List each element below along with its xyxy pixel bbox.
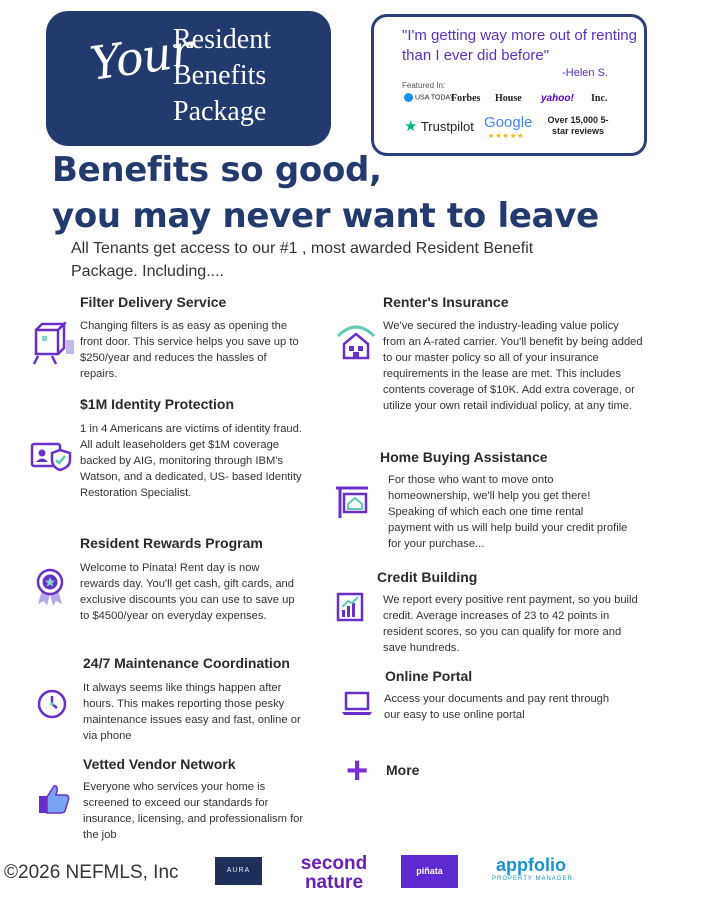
second-nature-logo: second nature [300, 853, 368, 893]
benefit-title-maintenance: 24/7 Maintenance Coordination [83, 655, 290, 671]
thumbs-up-icon [36, 782, 72, 816]
testimonial-quote: "I'm getting way more out of renting than I ever did before" [402, 27, 637, 64]
house-logo: House [495, 93, 522, 104]
reviews-count: Over 15,000 5-star reviews [547, 115, 609, 136]
forbes-logo: Forbes [451, 93, 481, 104]
benefit-text-vetted-vendor: Everyone who services your home is screened to exceed our standards for insurance, licensing, and professionalism for the job [83, 781, 304, 841]
benefit-text-credit-building: We report every positive rent payment, so you build credit. Average increases of 23 to 42 points in resident scores, so you can qualify for more and save hundreds. [383, 594, 638, 654]
testimonial-author: -Helen S. [562, 67, 608, 79]
appfolio-subtitle: PROPERTY MANAGER [492, 876, 573, 882]
plus-icon[interactable]: + [346, 750, 369, 792]
clock-icon [36, 688, 68, 720]
copyright-watermark: ©2026 NEFMLS, Inc [4, 862, 179, 883]
benefit-text-renters-insurance: We've secured the industry-leading value policy from an A-rated carrier. You'll benefit by being added to our master policy so all of your insurance requirements in the lease are met. This includes contents coverage of $10K. Add extra coverage, or utilize your own retail individual policy, at any time. [383, 320, 643, 412]
google-rating-stars: ★★★★★ [488, 133, 525, 140]
benefit-text-home-buying: For those who want to move onto homeownership, we'll help you get there! Speaking of which each one time rental payment with us will help build your credit profile for your purchase... [388, 474, 628, 550]
benefit-text-maintenance: It always seems like things happen after hours. This makes reporting those pesky maintenance issues easy and fast, online or via phone [83, 682, 301, 742]
house-sign-icon [334, 486, 370, 520]
aura-logo: AURA [215, 857, 262, 885]
benefit-title-online-portal: Online Portal [385, 668, 473, 684]
benefit-title-filter-delivery: Filter Delivery Service [80, 294, 227, 310]
intro-text: All Tenants get access to our #1 , most awarded Resident Benefit Package. Including.... [71, 240, 534, 280]
benefit-title-credit-building: Credit Building [377, 569, 478, 585]
featured-label: Featured In: [402, 81, 446, 90]
benefit-text-identity-protection: 1 in 4 Americans are victims of identity fraud. All adult leaseholders get $1M coverage backed by AIG, monitoring through IBM's Watson, and a dedicated, US- based Identity Restoration Specialist. [80, 423, 302, 499]
header-title-line-3: Package [173, 96, 267, 127]
pinata-logo: piñata [401, 855, 458, 888]
award-ribbon-icon [34, 568, 66, 606]
trustpilot-star-icon: ★ [404, 118, 418, 135]
inc-logo: Inc. [591, 93, 608, 104]
google-logo: Google [484, 114, 533, 131]
headline-line-2: you may never want to leave [52, 196, 599, 236]
benefit-title-identity-protection: $1M Identity Protection [80, 396, 235, 412]
header-script-word: Your [86, 23, 195, 91]
benefit-text-filter-delivery: Changing filters is as easy as opening the front door. This service helps you save up to $250/year and reduces the hassles of repairs. [80, 320, 299, 380]
headline-line-1: Benefits so good, [52, 150, 382, 190]
trustpilot-logo: ★ Trustpilot [404, 118, 474, 135]
header-title-line-2: Benefits [173, 60, 267, 91]
benefit-text-online-portal: Access your documents and pay rent through our easy to use online portal [384, 693, 610, 721]
benefit-title-resident-rewards: Resident Rewards Program [80, 535, 263, 551]
appfolio-logo: appfolio [496, 855, 566, 875]
benefit-title-renters-insurance: Renter's Insurance [383, 294, 509, 310]
more-link[interactable]: More [386, 762, 420, 778]
growth-chart-icon [336, 592, 364, 622]
testimonial-card [371, 14, 647, 156]
benefit-text-resident-rewards: Welcome to Pinata! Rent day is now rewards day. You'll get cash, gift cards, and exclusive discounts you can use to save up to $4500/year on everyday expenses. [80, 562, 295, 622]
house-umbrella-icon [334, 322, 378, 362]
header-title-line-1: Resident [173, 24, 271, 55]
laptop-icon [341, 691, 373, 717]
benefit-title-home-buying: Home Buying Assistance [380, 449, 548, 465]
benefit-title-vetted-vendor: Vetted Vendor Network [83, 756, 236, 772]
filter-box-icon [30, 320, 76, 366]
yahoo-logo: yahoo! [541, 93, 574, 104]
id-shield-icon [30, 438, 72, 472]
usa-today-logo: USA TODAY [404, 93, 454, 102]
